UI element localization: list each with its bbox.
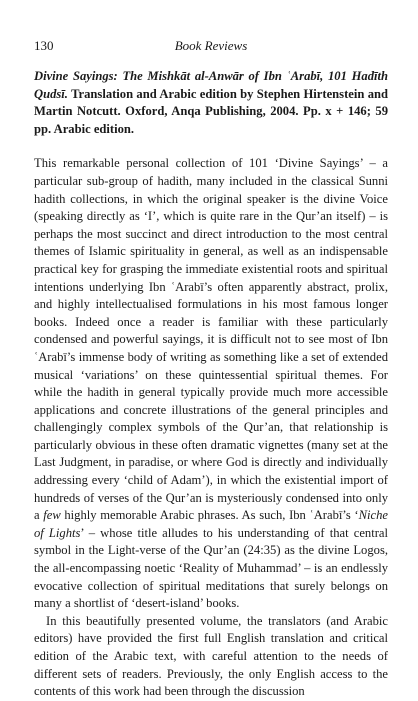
- paragraph-1-text-a: This remarkable personal collection of 101 ‘Divine Sayings’ – a particular sub-group of hadith, many included in the classical Sunni hadith collections, in which the original speaker is the divine Voice (speaking directly as ‘I’, which is quite rare in the Qur’an itself) – is perhaps the most succinct and direct introduction to the most central themes of Islamic spirituality in general, as well as an indispensable practical key for grasping the immediate existential roots and spiritual intentions underlying Ibn ʿArabī’s often apparently abstract, prolix, and highly intellectualised formulations in his most famous longer books. Indeed once a reader is familiar with these particularly condensed and powerful sayings, it is difficult not to see most of Ibn ʿArabī’s immense body of writing as something like a set of extended musical ‘variations’ on these quintessential spiritual themes. For while the hadith in general typically provide much more accessible applications and concrete illustrations of the general principles and challengingly complex symbols of the Qur’an, that relationship is particularly obvious in these often dramatic vignettes (many set at the Last Judgment, in paradise, or where God is directly and individually addressing every ‘child of Adam’), in which the existential import of hundreds of verses of the Qur’an is mysteriously condensed into only a: [34, 156, 388, 523]
- running-head: [34, 38, 388, 56]
- paragraph-1-emphasis-few: few: [43, 508, 61, 523]
- book-citation: [34, 68, 388, 138]
- page-number: 130: [34, 38, 54, 53]
- review-body: [34, 155, 388, 700]
- running-title: Book Reviews: [174, 38, 248, 53]
- paragraph-2: In this beautifully presented volume, the translators (and Arabic editors) have provided the first full English translation and critical edition of the Arabic text, with careful attention to the needs of different sets of readers. Previously, the only English access to the contents of this work had been through the discussion: [34, 613, 388, 699]
- paragraph-1-text-b: highly memorable Arabic phrases. As such, Ibn ʿArabī’s ‘: [60, 508, 359, 523]
- paragraph-1-text-c: ’ – whose title alludes to his understanding of that central symbol in the Light-verse of the Qur’an (24:35) as the divine Logos, the all-encompassing noetic ‘Reality of Muhammad’ – is an endlessly evocative collection of spiritual meditations that surely belongs on many a shortlist of ‘desert-island’ books.: [34, 525, 388, 611]
- paragraph-1-emphasis-niche-title: Niche of Lights: [34, 508, 388, 540]
- page: [34, 38, 388, 701]
- paragraph-1: [34, 155, 388, 612]
- book-details: Translation and Arabic edition by Stephen Hirtenstein and Martin Notcutt. Oxford, Anqa Publishing, 2004. Pp. x + 146; 59 pp. Arabic edition.: [34, 86, 389, 136]
- book-title: Divine Sayings: The Mishkāt al-Anwār of Ibn ʿArabī, 101 Hadīth Qudsī.: [34, 69, 388, 101]
